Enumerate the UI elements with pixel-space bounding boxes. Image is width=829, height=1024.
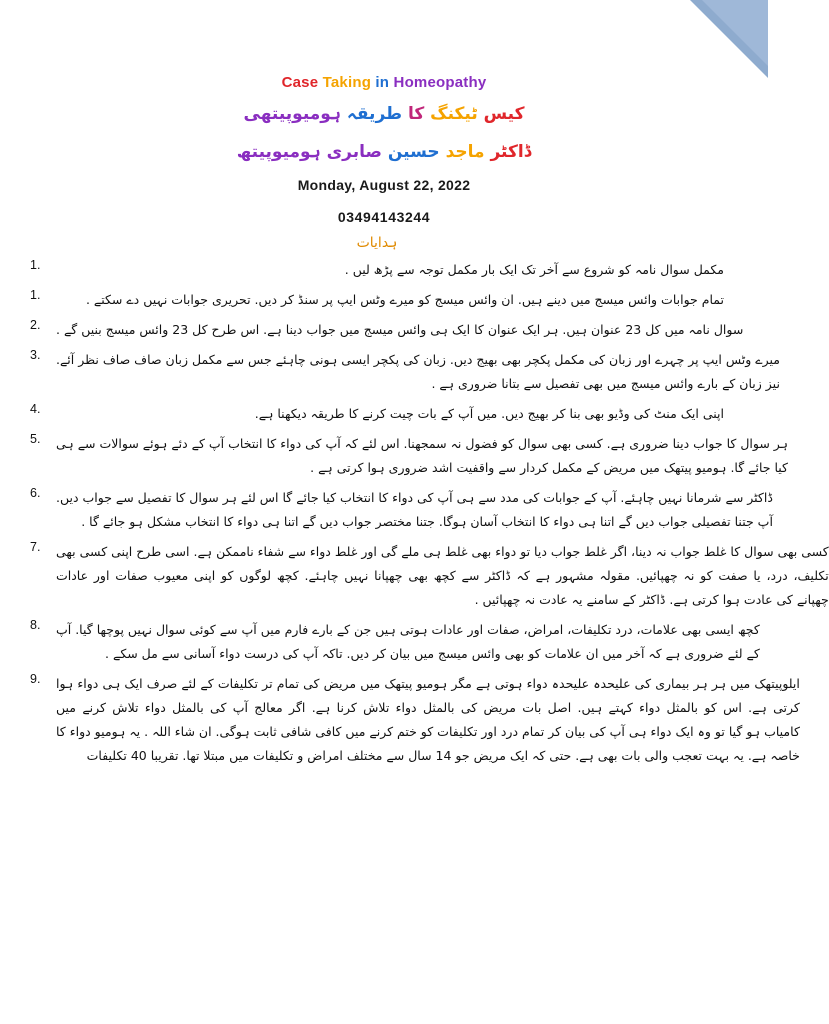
author-name-part: ماجد <box>445 142 491 162</box>
author-name-part: صابری <box>326 142 388 162</box>
item-text <box>56 288 724 312</box>
item-line: تمام جوابات وائس میسج میں دینے ہیں. ان وائس میسج کو میرے وٹس ایپ پر سنڈ کر دیں. تحریری جوابات نہیں دے سکتے . <box>85 292 724 307</box>
item-number: 2. <box>30 318 41 332</box>
item-line: کسی بھی سوال کا غلط جواب نہ دینا، اگر غلط جواب دیا تو دواء بھی غلط ہی ملے گی اور غلط دواء سے شفاء ناممکن ہے. اسی طرح اپنی کسی بھی <box>56 544 829 559</box>
document-header <box>0 74 768 251</box>
author-name <box>0 139 768 165</box>
item-line: مکمل سوال نامہ کو شروع سے آخر تک ایک بار مکمل توجہ سے پڑھ لیں . <box>344 262 724 277</box>
item-number: 9. <box>30 672 41 686</box>
phone-number: 03494143244 <box>337 209 431 225</box>
item-number: 3. <box>30 348 41 362</box>
item-text <box>56 258 724 282</box>
instruction-item <box>30 288 724 312</box>
item-text <box>56 618 760 666</box>
item-line: چھپانے کی عادت ہوا کرتی ہے. ڈاکٹر کے سامنے یہ عادت نہ چھپائیں . <box>474 592 829 607</box>
english-title-part: Case <box>281 74 319 91</box>
item-number: 1. <box>30 288 41 302</box>
document-date: Monday, August 22, 2022 <box>297 177 471 193</box>
item-line: کرتی ہے. اس کو بالمثل دواء کہتے ہیں. اصل بات مریض کی بالمثل دواء تلاش کرنا ہے. اگر معالج آپ کی بالمثل دواء تلاش کرنے میں <box>56 700 800 715</box>
item-line: کیا جائے گا. ہومیو پیتھک میں مریض کے مکمل کردار سے واقفیت اشد ضروری ہوا کرتی ہے . <box>310 460 788 475</box>
page-number: 1 <box>709 38 716 52</box>
item-number: 1. <box>30 258 41 272</box>
instruction-item <box>30 348 780 396</box>
item-number: 4. <box>30 402 41 416</box>
english-title <box>0 74 768 91</box>
author-name-part: ڈاکٹر <box>490 142 532 162</box>
instruction-item <box>30 486 773 534</box>
item-line: تکلیف، درد، یا صفت کو نہ چھپائیں. مقولہ مشہور ہے کہ ڈاکٹر سے کچھ بھی چھپانا نہیں چاہئے. کچھ لوگوں کو اپنی معیوب صفات اور عادات <box>56 568 829 583</box>
item-line: ڈاکٹر سے شرمانا نہیں چاہئے. آپ کے جوابات کی مدد سے ہی آپ کی دواء کا انتخاب کیا جائے گا اس لئے ہر سوال کا تفصیل سے جواب دیں. <box>56 490 773 505</box>
author-name-part: ہومیوپیتھ <box>236 142 327 162</box>
item-line: کے لئے ضروری ہے کہ آخر میں ان علامات کو بھی وائس میسج میں بیان کر دیں. تاکہ آپ کی درست دواء آسانی سے مل سکے . <box>105 646 760 661</box>
item-line: ایلوپیتھک میں ہر ہر بیماری کی علیحدہ علیحدہ دواء ہوتی ہے مگر ہومیو پیتھک میں مریض کی تمام تر تکلیفات کے لئے صرف ایک ہی دواء ہوا <box>56 676 800 691</box>
urdu-title-part: طریقہ <box>346 104 408 124</box>
urdu-title-part: کا <box>407 104 431 124</box>
item-line: ہر سوال کا جواب دینا ضروری ہے. کسی بھی سوال کو فضول نہ سمجھنا. اس لئے کہ آپ کی دواء کا انتخاب آپ کے دئے ہوئے سوالات سے ہی <box>56 436 788 451</box>
english-title-part: Taking <box>318 74 372 91</box>
urdu-title-part: کیس <box>483 104 525 124</box>
item-number: 5. <box>30 432 41 446</box>
item-text <box>56 348 780 396</box>
item-text <box>56 402 724 426</box>
item-number: 6. <box>30 486 41 500</box>
instruction-item <box>30 318 744 342</box>
item-line: اپنی ایک منٹ کی وڈیو بھی بنا کر بھیج دیں. میں آپ کے بات چیت کرنے کا طریقہ دیکھنا ہے. <box>254 406 724 421</box>
item-line: نیز زبان کے بارے وائس میسج میں بھی تفصیل سے بتانا ضروری ہے . <box>431 376 780 391</box>
instruction-item <box>30 402 724 426</box>
item-line: آپ جتنا تفصیلی جواب دیں گے اتنا ہی دواء کا انتخاب آسان ہوگا. جتنا مختصر جواب دیں گے اتنا ہی دواء کا انتخاب مشکل ہو جائے گا . <box>81 514 773 529</box>
instructions-heading: ہدایات <box>356 235 398 251</box>
instruction-item <box>30 258 724 282</box>
author-name-part: حسین <box>387 142 446 162</box>
urdu-title <box>0 101 768 127</box>
instructions-list <box>30 258 829 774</box>
instruction-item <box>30 618 760 666</box>
item-line: خاصہ ہے. یہ بہت تعجب والی بات بھی ہے. حتی کہ ایک مریض جو 14 سال سے مختلف امراض و تکلیفات میں مبتلا تھا. تقریبا 40 تکلیفات <box>86 748 800 763</box>
item-text <box>56 432 788 480</box>
item-text <box>56 540 829 612</box>
english-title-part: in <box>371 74 390 91</box>
urdu-title-part: ٹیکنگ <box>430 104 484 124</box>
page-corner-decoration-inner <box>702 0 768 66</box>
english-title-part: Homeopathy <box>389 74 487 91</box>
item-text <box>56 318 743 342</box>
instruction-item <box>30 540 829 612</box>
item-text <box>56 486 773 534</box>
item-number: 7. <box>30 540 41 554</box>
item-number: 8. <box>30 618 41 632</box>
instruction-item <box>30 672 800 768</box>
instruction-item <box>30 432 788 480</box>
item-line: کچھ ایسی بھی علامات، درد تکلیفات، امراض، صفات اور عادات ہوتی ہیں جن کے بارے فارم میں آپ سے کوئی سوال نہیں پوچھا گیا. آپ <box>56 622 760 637</box>
item-line: سوال نامہ میں کل 23 عنوان ہیں. ہر ایک عنوان کا ایک ہی وائس میسج میں جواب دینا ہے. اس طرح کل 23 وائس میسج بنیں گے . <box>56 322 744 337</box>
item-line: میرے وٹس ایپ پر چہرے اور زبان کی مکمل پکچر بھی بھیج دیں. زبان کی پکچر ایسی ہونی چاہئے جس سے مکمل زبان صاف صاف نظر آئے. <box>56 352 780 367</box>
item-line: کامیاب ہو گیا تو وہ ایک دواء ہی آپ کی بیان کر تمام درد اور تکلیفات کو ختم کرنے میں کافی شافی ثابت ہوگی. ان شاء اللہ . یہ ہومیو دواء کا <box>56 724 800 739</box>
urdu-title-part: ہومیوپیتھی <box>243 104 347 124</box>
item-text <box>56 672 800 768</box>
